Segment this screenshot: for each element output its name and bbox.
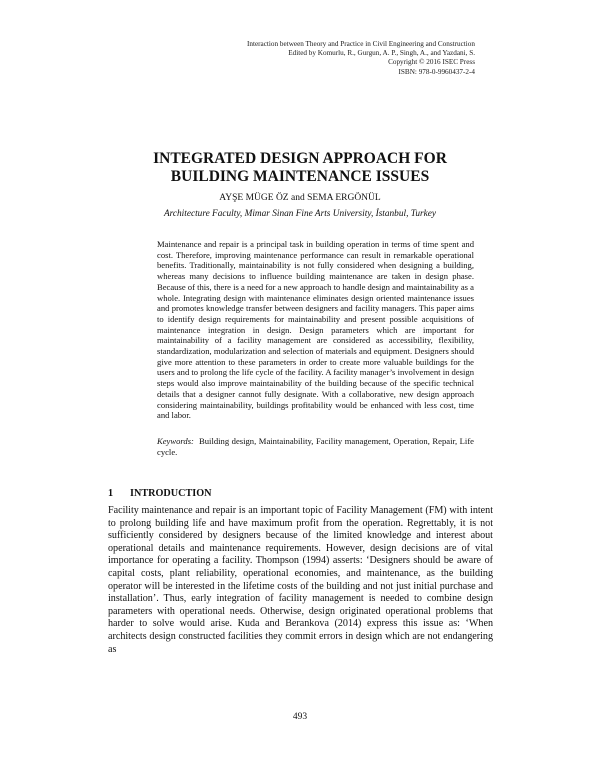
section-number: 1 [108, 488, 114, 499]
keywords [157, 436, 474, 457]
introduction-body [108, 505, 493, 656]
authors: AYŞE MÜGE ÖZ and SEMA ERGÖNÜL [219, 193, 381, 203]
keywords-label: Keywords: [157, 436, 194, 446]
section-title: INTRODUCTION [130, 488, 212, 499]
running-header [247, 40, 475, 77]
title-line-1: INTEGRATED DESIGN APPROACH FOR [153, 150, 447, 167]
affiliation: Architecture Faculty, Mimar Sinan Fine Arts University, İstanbul, Turkey [163, 209, 437, 219]
header-line-copyright: Copyright © 2016 ISEC Press [388, 58, 475, 67]
introduction-paragraph: Facility maintenance and repair is an important topic of Facility Management (FM) with intent to prolong building life and have maximum profit from the operation. Regrettably, it is not sufficiently considered by designers because of the limited knowledge and interest about operational details and maintenance requirements. However, design decisions are of vital importance for operating a facility. Thompson (1994) asserts: ‘Designers should be aware of capital costs, plant reliability, operational economies, and maintenance, as the building operator will be interested in the lifetime costs of the building and not just initial purchase and installation’. Thus, early integration of facility management is needed to combine design parameters with operational needs. Otherwise, design originated operational problems that harder to solve would arise. Kuda and Berankova (2014) express this issue as: ‘When architects design constructed facilities they commit errors in design which are not endangering as [108, 505, 493, 655]
paper-title [0, 150, 600, 186]
keywords-list: Building design, Maintainability, Facility management, Operation, Repair, Life cycle. [157, 436, 474, 457]
header-line-editors: Edited by Komurlu, R., Gurgun, A. P., Singh, A., and Yazdani, S. [288, 49, 475, 58]
abstract: Maintenance and repair is a principal task in building operation in terms of time spent and cost. Therefore, improving maintenance performance can result in remarkable operational benefits. Traditionally, maintainability is not fully considered when designing a building, whereas many decisions to influence building maintenance are taken in design phase. Because of this, there is a need for a new approach to handle design and maintainability as a whole. Integrating design with maintenance eliminates design oriented maintenance issues and promotes knowledge transfer between designers and facility managers. This paper aims to identify design requirements for maintainability and present possible acquisitions of maintenance integration in design. Design parameters which are important for maintainability of a facility management are considered as accessibility, flexibility, standardization, modularization and selection of materials and equipment. Designers should give more attention to these parameters in order to create more valuable buildings for the users and to prolong the life cycle of the facility. A facility manager’s involvement in design steps would also improve maintainability of the building because of the specific technical details that a designer cannot fully designate. With a collaborative, new design approach considering maintainability, buildings profitability would be enhanced with less cost, time and labor. [157, 239, 474, 421]
section-heading-introduction [108, 488, 212, 500]
header-line-proceedings: Interaction between Theory and Practice in Civil Engineering and Construction [246, 40, 475, 48]
title-line-2: BUILDING MAINTENANCE ISSUES [170, 168, 430, 185]
page-number: 493 [292, 712, 308, 722]
header-line-isbn: ISBN: 978-0-9960437-2-4 [398, 67, 475, 76]
